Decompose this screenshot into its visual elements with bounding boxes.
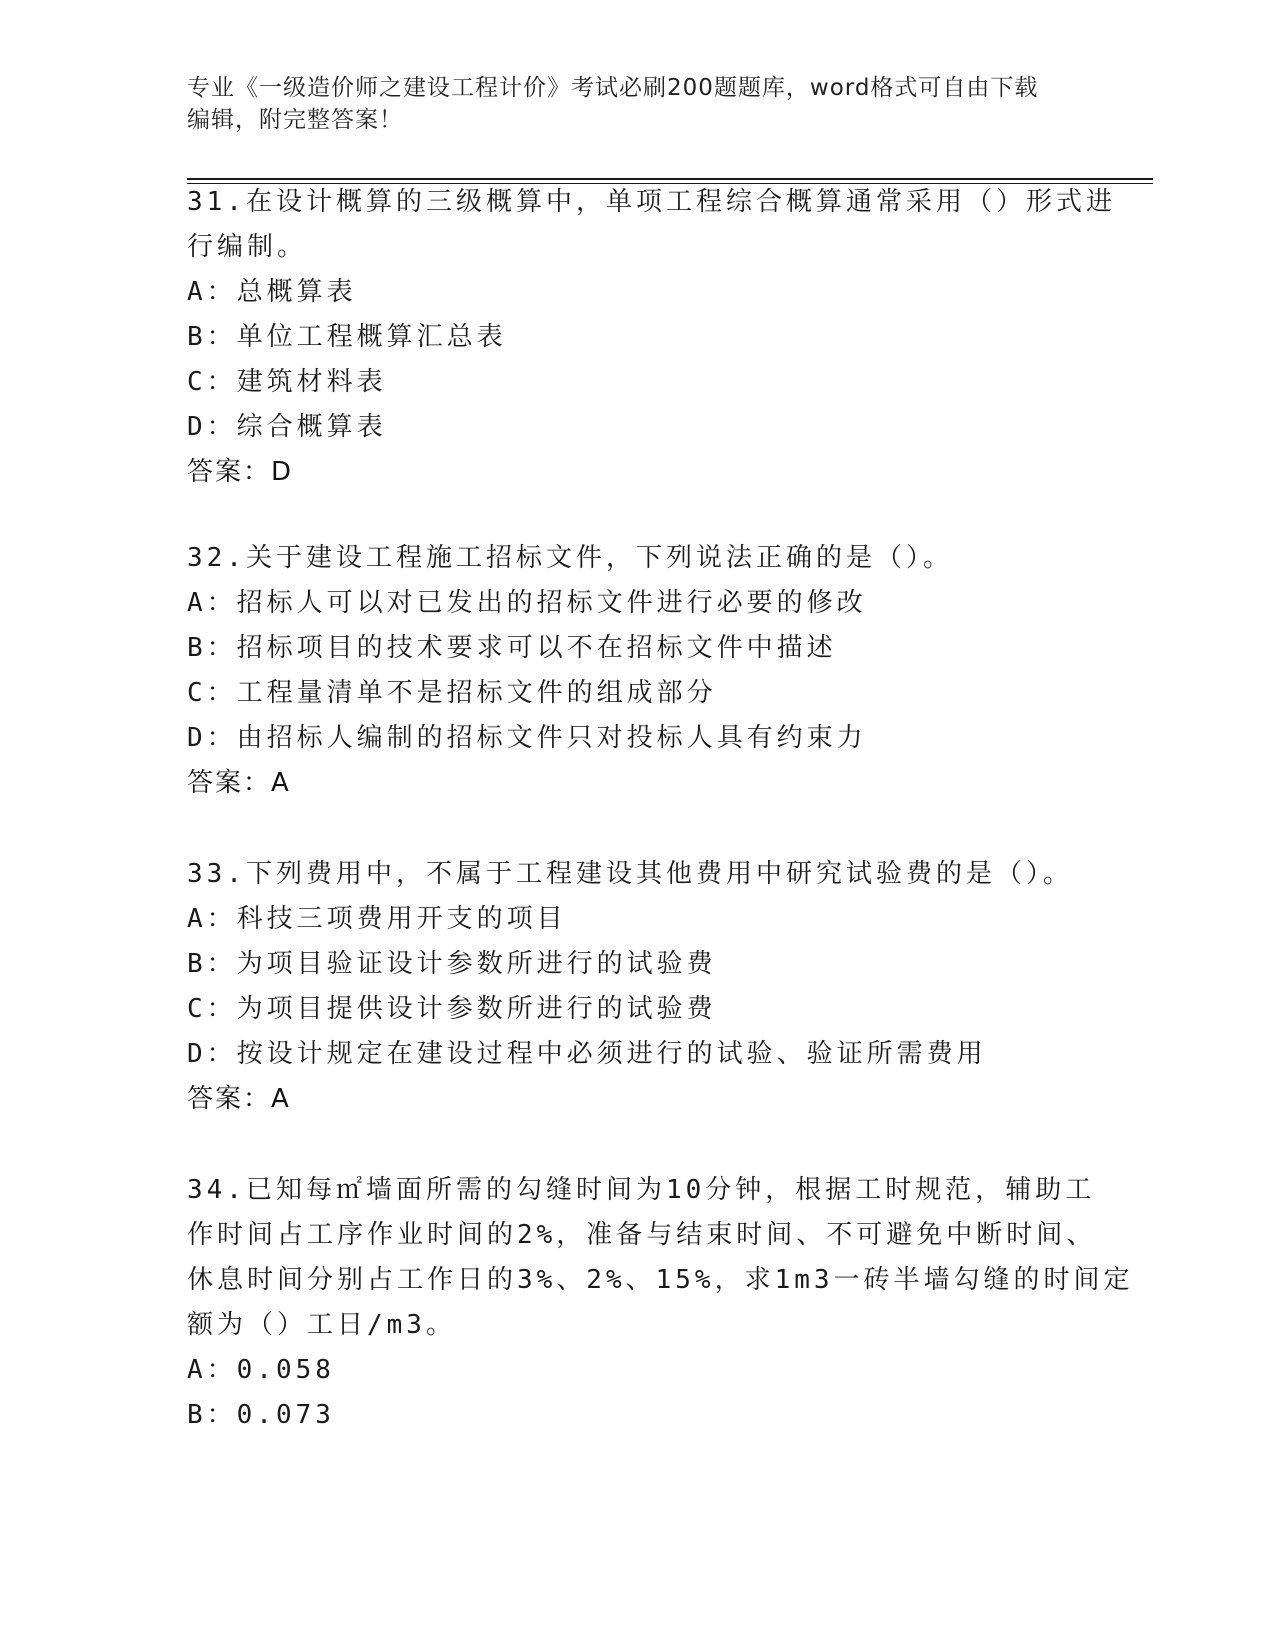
answer-label: 答案：	[187, 768, 272, 798]
option-b: B：单位工程概算汇总表	[187, 322, 507, 352]
question-stem-line: 休息时间分别占工作日的3%、2%、15%，求1m3一砖半墙勾缝的时间定	[187, 1265, 1134, 1295]
option-c: C：建筑材料表	[187, 367, 387, 397]
option-b: B：为项目验证设计参数所进行的试验费	[187, 949, 717, 979]
answer-line	[187, 450, 1087, 495]
answer-value: A	[271, 768, 290, 798]
question-stem-line: 31.在设计概算的三级概算中，单项工程综合概算通常采用（）形式进	[187, 187, 1116, 217]
question-34	[187, 1168, 1134, 1438]
question-33	[187, 852, 1087, 1122]
header-line-1: 专业《一级造价师之建设工程计价》考试必刷200题题库，word格式可自由下载	[187, 75, 1039, 101]
option-d: D：按设计规定在建设过程中必须进行的试验、验证所需费用	[187, 1039, 987, 1069]
option-c: C：为项目提供设计参数所进行的试验费	[187, 994, 717, 1024]
option-b: B：招标项目的技术要求可以不在招标文件中描述	[187, 633, 837, 663]
question-stem-line: 32.关于建设工程施工招标文件，下列说法正确的是（）。	[187, 543, 953, 573]
question-stem-line: 34.已知每㎡墙面所需的勾缝时间为10分钟，根据工时规范，辅助工	[187, 1175, 1096, 1205]
answer-label: 答案：	[187, 1084, 272, 1114]
option-a: A：总概算表	[187, 277, 357, 307]
answer-value: D	[271, 457, 293, 487]
option-d: D：综合概算表	[187, 412, 387, 442]
answer-line	[187, 1077, 1087, 1122]
document-header	[187, 72, 1067, 136]
answer-value: A	[271, 1084, 290, 1114]
answer-line	[187, 761, 1087, 806]
question-stem-line: 额为（）工日/m3。	[187, 1310, 456, 1340]
question-stem-line: 33.下列费用中，不属于工程建设其他费用中研究试验费的是（）。	[187, 859, 1073, 889]
option-a: A：0.058	[187, 1355, 335, 1385]
option-a: A：招标人可以对已发出的招标文件进行必要的修改	[187, 588, 867, 618]
option-b: B：0.073	[187, 1400, 335, 1430]
option-d: D：由招标人编制的招标文件只对投标人具有约束力	[187, 723, 867, 753]
question-stem-line: 行编制。	[187, 232, 308, 262]
answer-label: 答案：	[187, 457, 272, 487]
header-line-2: 编辑，附完整答案！	[187, 107, 403, 133]
question-stem-line: 作时间占工序作业时间的2%，准备与结束时间、不可避免中断时间、	[187, 1220, 1097, 1250]
question-31	[187, 180, 1116, 495]
option-a: A：科技三项费用开支的项目	[187, 904, 567, 934]
question-32	[187, 536, 1087, 806]
option-c: C：工程量清单不是招标文件的组成部分	[187, 678, 717, 708]
